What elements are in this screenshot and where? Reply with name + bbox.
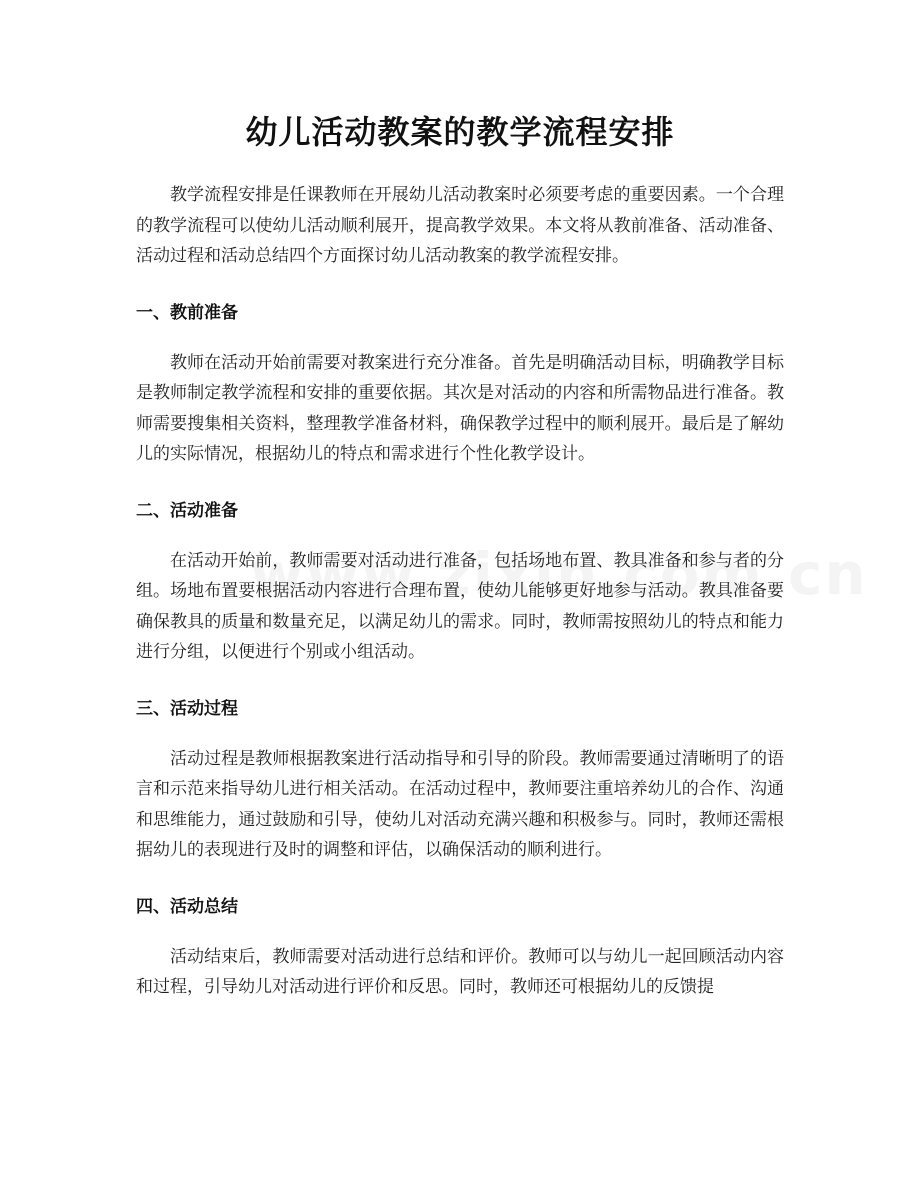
document-body bbox=[136, 180, 784, 1003]
section-body-3: 活动过程是教师根据教案进行活动指导和引导的阶段。教师需要通过清晰明了的语言和示范来指导幼儿进行相关活动。在活动过程中，教师要注重培养幼儿的合作、沟通和思维能力，通过鼓励和引导，使幼儿对活动充满兴趣和积极参与。同时，教师还需根据幼儿的表现进行及时的调整和评估，以确保活动的顺利进行。 bbox=[136, 748, 784, 860]
section-heading-3: 三、活动过程 bbox=[136, 698, 238, 719]
section-heading-4: 四、活动总结 bbox=[136, 896, 238, 917]
section-body-4: 活动结束后，教师需要对活动进行总结和评价。教师可以与幼儿一起回顾活动内容和过程，引导幼儿对活动进行评价和反思。同时，教师还可根据幼儿的反馈提 bbox=[136, 946, 784, 997]
section-body-1: 教师在活动开始前需要对教案进行充分准备。首先是明确活动目标，明确教学目标是教师制定教学流程和安排的重要依据。其次是对活动的内容和所需物品进行准备。教师需要搜集相关资料，整理教学准备材料，确保教学过程中的顺利展开。最后是了解幼儿的实际情况，根据幼儿的特点和需求进行个性化教学设计。 bbox=[136, 352, 784, 464]
document-title: 幼儿活动教案的教学流程安排 bbox=[245, 113, 675, 151]
section-heading-2: 二、活动准备 bbox=[136, 500, 238, 521]
section-heading-1: 一、教前准备 bbox=[136, 302, 238, 323]
section-body-2: 在活动开始前，教师需要对活动进行准备，包括场地布置、教具准备和参与者的分组。场地布置要根据活动内容进行合理布置，使幼儿能够更好地参与活动。教具准备要确保教具的质量和数量充足，以满足幼儿的需求。同时，教师需按照幼儿的特点和能力进行分组，以便进行个别或小组活动。 bbox=[136, 550, 784, 662]
intro-paragraph: 教学流程安排是任课教师在开展幼儿活动教案时必须要考虑的重要因素。一个合理的教学流程可以使幼儿活动顺利展开，提高教学效果。本文将从教前准备、活动准备、活动过程和活动总结四个方面探讨幼儿活动教案的教学流程安排。 bbox=[136, 185, 784, 266]
